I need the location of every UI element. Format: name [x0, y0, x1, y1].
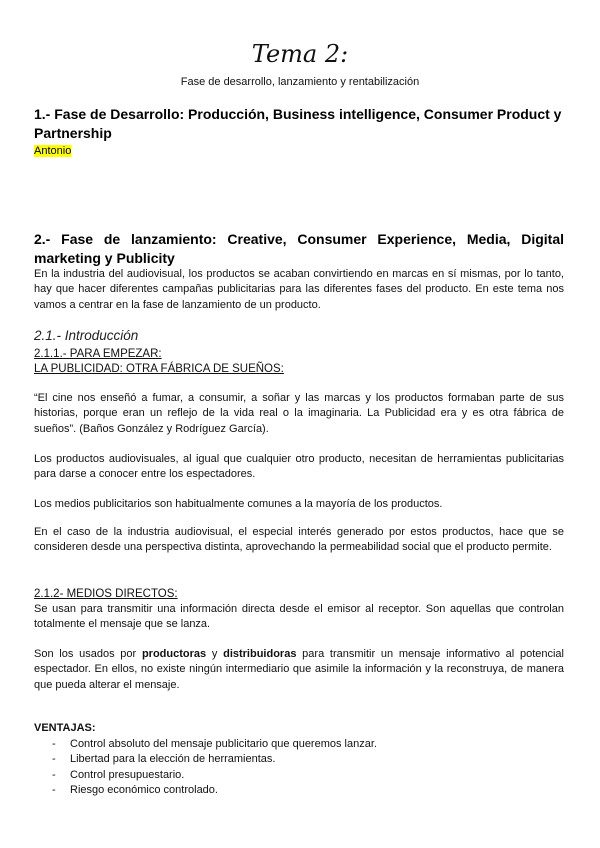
section1-heading: 1.- Fase de Desarrollo: Producción, Business intelligence, Consumer Product y Partnership — [34, 106, 562, 141]
paragraph-medios-directos: Se usan para transmitir una información directa desde el emisor al receptor. Son aquellas que controlan totalmente el mensaje que se lanza. — [34, 603, 564, 631]
subsection-2-1-heading: 2.1.- Introducción — [34, 328, 139, 343]
ventajas-list — [34, 737, 564, 799]
paragraph-industria: En el caso de la industria audiovisual, el especial interés generado por estos productos, hace que se consideren desde una perspectiva distinta, aprovechando la permeabilidad social que el producto permite. — [34, 526, 564, 554]
bold-distribuidoras: distribuidoras — [223, 648, 297, 660]
subsection-2-1-1-heading: 2.1.1.- PARA EMPEZAR: — [34, 348, 162, 360]
document-title: Tema 2: — [251, 40, 349, 68]
document-subtitle: Fase de desarrollo, lanzamiento y rentabilización — [180, 76, 420, 88]
list-item: - Control absoluto del mensaje publicitario que queremos lanzar. — [52, 738, 377, 750]
section2-intro: En la industria del audiovisual, los productos se acaban convirtiendo en marcas en sí mismas, por lo tanto, hay que hacer diferentes campañas publicitarias para las diferentes fases del producto. En este tema nos vamos a centrar en la fase de lanzamiento de un producto. — [34, 268, 564, 311]
subsection-2-1-2-heading: 2.1.2- MEDIOS DIRECTOS: — [34, 588, 178, 600]
paragraph-productoras: Son los usados por productoras y distribuidoras para transmitir un mensaje informativo al potencial espectador. En ellos, no existe ningún intermediario que asimile la información y la reconstruya, de manera que pueda alterar el mensaje. — [34, 648, 564, 691]
paragraph-medios: Los medios publicitarios son habitualmente comunes a la mayoría de los productos. — [34, 498, 443, 510]
paragraph-productos: Los productos audiovisuales, al igual que cualquier otro producto, necesitan de herramientas publicitarias para darse a conocer entre los espectadores. — [34, 453, 564, 481]
section1-author — [34, 142, 71, 159]
section2-heading: 2.- Fase de lanzamiento: Creative, Consumer Experience, Media, Digital marketing y Publicity — [34, 231, 564, 266]
list-item: - Libertad para la elección de herramientas. — [52, 753, 276, 766]
quote-paragraph: “El cine nos enseñó a fumar, a consumir, a soñar y las marcas y los productos formaban parte de sus historias, porque eran un reflejo de la vida real o la imaginaria. La Publicidad era y es otra fábrica de sueños”. (Baños González y Rodríguez García). — [34, 392, 564, 435]
author-highlight: Antonio — [34, 145, 72, 157]
list-item: - Control presupuestario. — [52, 768, 185, 781]
subsection-2-1-1-subheading: LA PUBLICIDAD: OTRA FÁBRICA DE SUEÑOS: — [34, 363, 284, 375]
ventajas-heading: VENTAJAS: — [34, 722, 96, 734]
bold-productoras: productoras — [141, 648, 207, 660]
list-item: - Riesgo económico controlado. — [52, 784, 218, 797]
